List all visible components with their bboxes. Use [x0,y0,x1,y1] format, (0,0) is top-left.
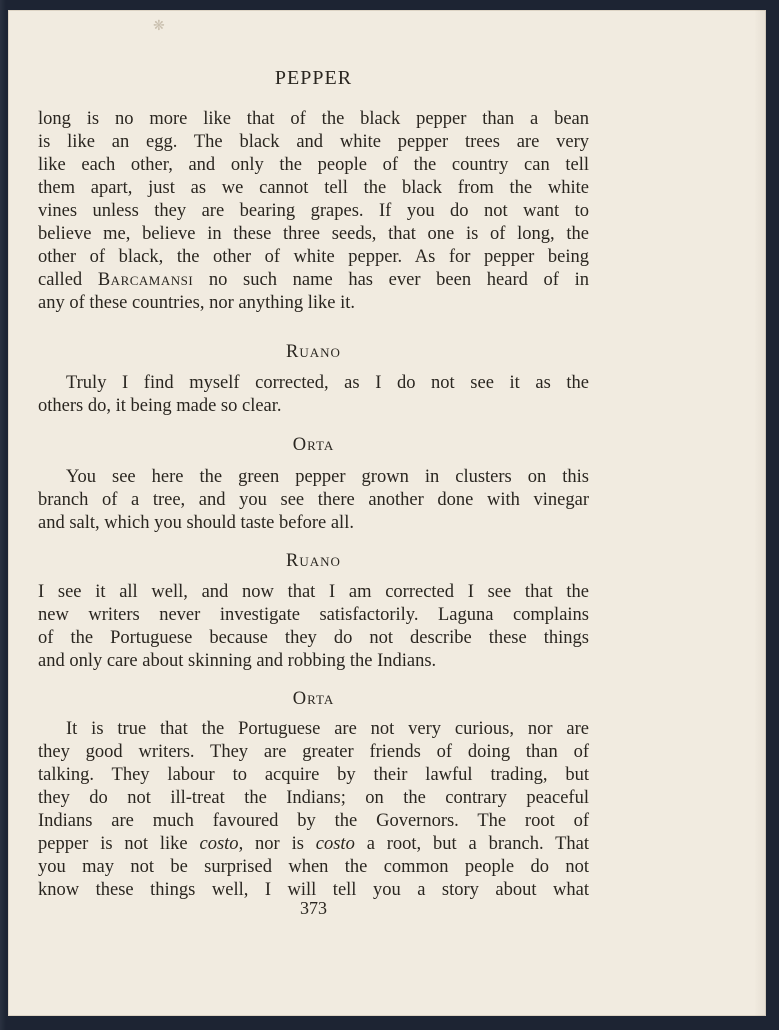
text-line: is like an egg. The black and white pepper trees are very [38,132,589,152]
page-number: 373 [300,898,327,918]
text-line: I see it all well, and now that I am corrected I see that the [38,582,589,602]
book-page [8,10,766,1016]
paragraph-5 [38,718,589,902]
speaker-heading: Orta [292,435,335,455]
running-head: PEPPER [274,67,353,89]
paragraph-3 [38,466,589,535]
paragraph-1 [38,108,589,315]
speaker-heading: Orta [292,689,335,709]
italic-term-costo: costo [315,834,355,854]
text-line: know these things well, I will tell you a story about what [38,880,589,900]
paper-stain-icon: ❋ [153,18,165,34]
text-line: them apart, just as we cannot tell the black from the white [38,178,589,198]
text-fragment: no such name has ever been heard of in [193,270,589,290]
text-line: vines unless they are bearing grapes. If you do not want to [38,201,589,221]
name-barcamansi: Barcamansi [97,270,194,290]
speaker-heading: Ruano [286,551,341,571]
text-line: others do, it being made so clear. [38,396,282,416]
text-line: of the Portuguese because they do not describe these things [38,628,589,648]
text-line [38,269,589,292]
text-line: talking. They labour to acquire by their lawful trading, but [38,765,589,785]
text-line: believe me, believe in these three seeds, that one is of long, the [38,224,589,244]
text-line: long is no more like that of the black pepper than a bean [38,109,589,129]
text-line: Truly I find myself corrected, as I do not see it as the [66,373,589,393]
text-line: you may not be surprised when the common people do not [38,857,589,877]
text-line: You see here the green pepper grown in clusters on this [66,467,589,487]
text-fragment: , nor is [238,834,316,854]
text-line: Indians are much favoured by the Governors. The root of [38,811,589,831]
text-line: like each other, and only the people of the country can tell [38,155,589,175]
text-line: and only care about skinning and robbing the Indians. [38,651,437,671]
italic-term-costo: costo [199,834,239,854]
text-line: branch of a tree, and you see there another done with vinegar [38,490,589,510]
text-line: It is true that the Portuguese are not very curious, nor are [66,719,589,739]
text-line: new writers never investigate satisfactorily. Laguna complains [38,605,589,625]
text-line: any of these countries, nor anything like it. [38,293,355,313]
speaker-heading: Ruano [286,342,341,362]
text-line: they good writers. They are greater friends of doing than of [38,742,589,762]
paragraph-2 [38,372,589,418]
text-line: other of black, the other of white pepper. As for pepper being [38,247,589,267]
text-line [38,833,589,856]
text-fragment: pepper is not like [38,834,200,854]
paragraph-4 [38,581,589,673]
text-fragment: called [38,270,98,290]
text-fragment: a root, but a branch. That [354,834,589,854]
text-line: and salt, which you should taste before all. [38,513,354,533]
text-line: they do not ill-treat the Indians; on the contrary peaceful [38,788,589,808]
